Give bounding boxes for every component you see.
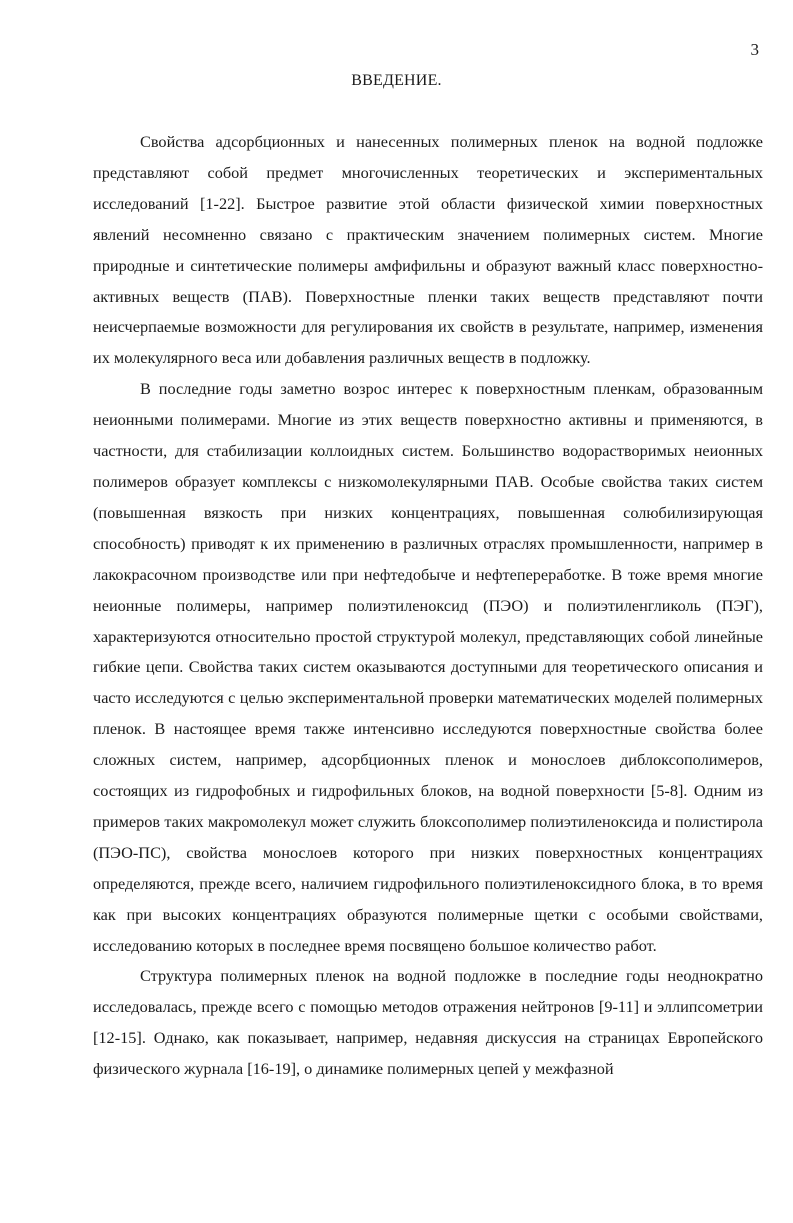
- body-text: [93, 127, 763, 1085]
- paragraph-3: Структура полимерных пленок на водной подложке в последние годы неоднократно исследовалась, прежде всего с помощью методов отражения нейтронов [9-11] и эллипсометрии [12-15]. Однако, как показывает, например, недавняя дискуссия на страницах Европейского физического журнала [16-19], о динамике полимерных цепей у межфазной: [93, 966, 763, 1079]
- section-heading: ВВЕДЕНИЕ.: [351, 72, 442, 89]
- paragraph-2: В последние годы заметно возрос интерес к поверхностным пленкам, образованным неионными полимерами. Многие из этих веществ поверхностно активны и применяются, в частности, для стабилизации коллоидных систем. Большинство водорастворимых неионных полимеров образует комплексы с низкомолекулярными ПАВ. Особые свойства таких систем (повышенная вязкость при низких концентрациях, повышенная солюбилизирующая способность) приводят к их применению в различных отраслях промышленности, например в лакокрасочном производстве или при нефтедобыче и нефтепереработке. В тоже время многие неионные полимеры, например полиэтиленоксид (ПЭО) и полиэтиленгликоль (ПЭГ), характеризуются относительно простой структурой молекул, представляющих собой линейные гибкие цепи. Свойства таких систем оказываются доступными для теоретического описания и часто исследуются с целью экспериментальной проверки математических моделей полимерных пленок. В настоящее время также интенсивно исследуются поверхностные свойства более сложных систем, например, адсорбционных пленок и монослоев диблоксополимеров, состоящих из гидрофобных и гидрофильных блоков, на водной поверхности [5-8]. Одним из примеров таких макромолекул может служить блоксополимер полиэтиленоксида и полистирола (ПЭО-ПС), свойства монослоев которого при низких поверхностных концентрациях определяются, прежде всего, наличием гидрофильного полиэтиленоксидного блока, в то время как при высоких концентрациях образуются полимерные щетки с особыми свойствами, исследованию которых в последнее время посвящено большое количество работ.: [93, 379, 763, 955]
- page-number: 3: [750, 40, 759, 59]
- paragraph-1: Свойства адсорбционных и нанесенных полимерных пленок на водной подложке представляют собой предмет многочисленных теоретических и экспериментальных исследований [1-22]. Быстрое развитие этой области физической химии поверхностных явлений несомненно связано с практическим значением полимерных систем. Многие природные и синтетические полимеры амфифильны и образуют важный класс поверхностно-активных веществ (ПАВ). Поверхностные пленки таких веществ представляют почти неисчерпаемые возможности для регулирования их свойств в результате, например, изменения их молекулярного веса или добавления различных веществ в подложку.: [93, 132, 763, 368]
